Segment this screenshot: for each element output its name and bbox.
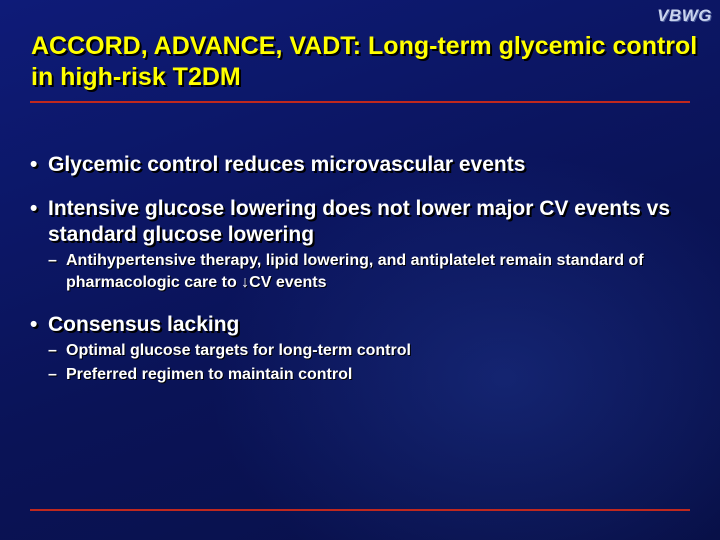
sub-bullet-text: Antihypertensive therapy, lipid lowering, and antiplatelet remain standard of pharmacologic care to ↓CV events: [66, 252, 644, 291]
bullet-text: Glycemic control reduces microvascular events: [48, 153, 526, 176]
bullet-item: [30, 196, 695, 248]
bullet-marker: •: [30, 153, 38, 176]
sub-bullet-text: Preferred regimen to maintain control: [66, 366, 353, 383]
title-divider: [30, 101, 690, 103]
bullet-text: Intensive glucose lowering does not lower major CV events vs standard glucose lowering: [48, 197, 671, 246]
sub-bullet-text: Optimal glucose targets for long-term control: [66, 342, 411, 359]
bullet-marker: •: [30, 197, 38, 220]
sub-bullet-marker: –: [48, 366, 57, 383]
vbwg-logo: VBWG: [657, 6, 712, 25]
bullet-marker: •: [30, 313, 38, 336]
sub-bullet-marker: –: [48, 252, 57, 269]
sub-bullet-item: [30, 364, 695, 386]
bullet-item: [30, 312, 695, 338]
sub-bullet-item: [30, 250, 695, 294]
footer-divider: [30, 509, 690, 511]
slide-content: [30, 152, 695, 386]
bullet-item: [30, 152, 695, 178]
sub-bullet-item: [30, 340, 695, 362]
sub-bullet-marker: –: [48, 342, 57, 359]
slide-title: ACCORD, ADVANCE, VADT: Long-term glycemic control in high-risk T2DM: [31, 32, 698, 91]
bullet-text: Consensus lacking: [48, 313, 240, 336]
